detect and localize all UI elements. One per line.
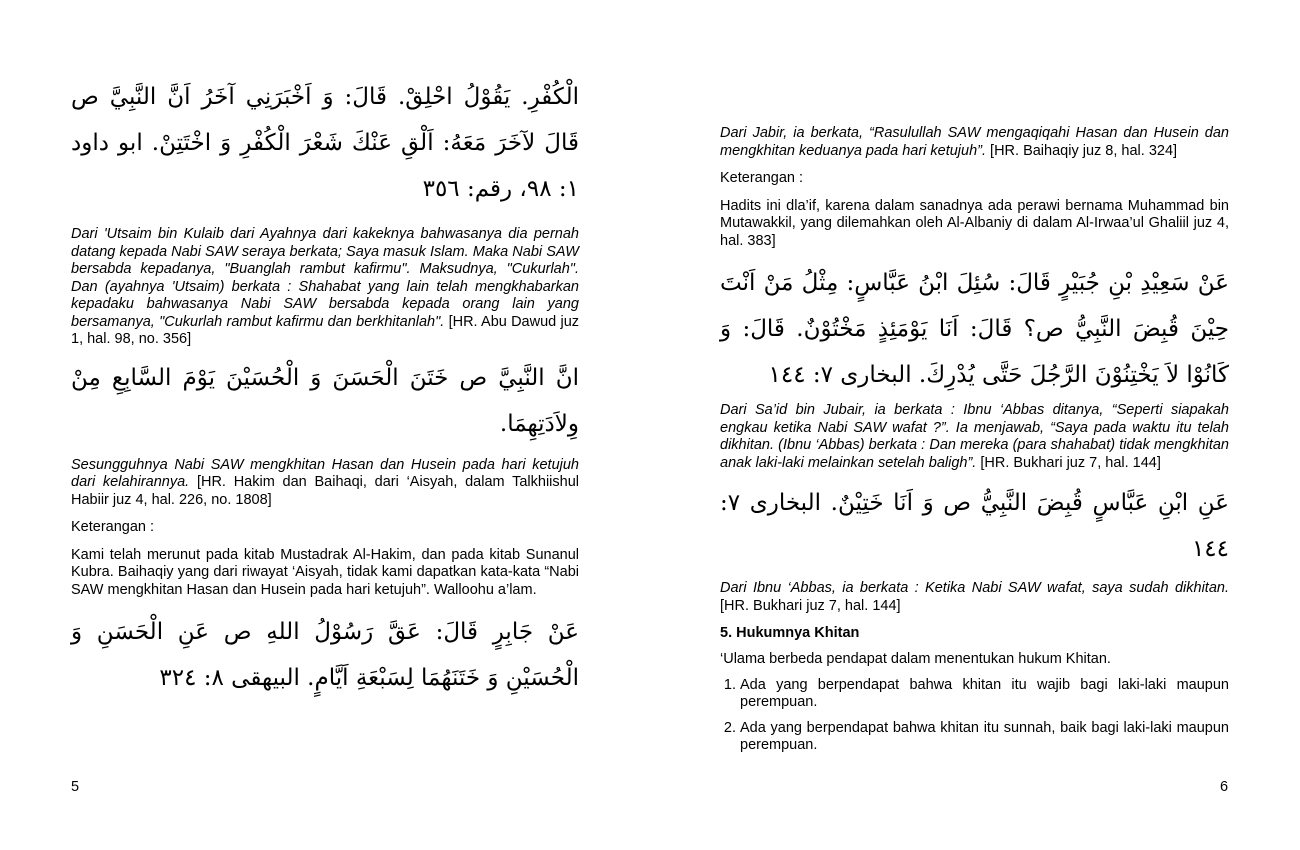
translation-1-text: Dari 'Utsaim bin Kulaib dari Ayahnya dari kakeknya bahwasanya dia pernah datang kepada Nabi SAW seraya berkata; Saya masuk Islam. Maka Nabi SAW bersabda kepadanya, "Buanglah rambut kafirmu". Maksudnya, "Cukurlah". Dan (ayahnya 'Utsaim) berkata : Shahabat yang lain telah mengkhabarkan kepadaku bahwasanya Nabi SAW bersabda kepada orang lain yang bersamanya, "Cukurlah rambut kafirmu dan berkhitanlah". <box>71 226 579 330</box>
source-ref-2: [HR. Bukhari juz 7, hal. 144] <box>980 454 1161 471</box>
translation-3 <box>720 580 1229 615</box>
note-label: Keterangan : <box>720 170 804 186</box>
translation-2-text: Dari Sa’id bin Jubair, ia berkata : Ibnu ‘Abbas ditanya, “Seperti siapakah engkau ketika Nabi SAW wafat ?”. Ia menjawab, “Saya pada waktu itu telah dikhitan. (Ibnu ‘Abbas) berkata : Dan mereka (para shahabat) tidak mengkhitan anak laki-laki melainkan setelah baligh”. <box>720 402 1229 471</box>
arabic-hadith-2: انَّ النَّبِيَّ ص خَتَنَ الْحَسَنَ وَ الْحُسَيْنَ يَوْمَ السَّابِعِ مِنْ وِلاَدَتِهِمَا. <box>71 364 579 437</box>
list-item: 1. Ada yang berpendapat bahwa khitan itu wajib bagi laki-laki maupun perempuan. <box>740 677 1229 712</box>
translation-1-text: Dari Jabir, ia berkata, “Rasulullah SAW mengaqiqahi Hasan dan Husein dan mengkhitan keduanya pada hari ketujuh”. <box>720 125 1229 159</box>
right-column <box>720 125 1229 763</box>
arabic-hadith-1: عَنْ سَعِيْدِ بْنِ جُبَيْرٍ قَالَ: سُئِلَ ابْنُ عَبَّاسٍ: مِثْلُ مَنْ اَنْتَ حِيْنَ قُبِضَ النَّبِيُّ ص؟ قَالَ: اَنَا يَوْمَئِذٍ مَخْتُوْنٌ. قَالَ: وَ كَانُوْا لاَ يَخْتِنُوْنَ الرَّجُلَ حَتَّى يُدْرِكَ. البخارى ٧: ١٤٤ <box>720 270 1229 388</box>
page-number-left: 5 <box>71 779 80 795</box>
translation-3-text: Dari Ibnu ‘Abbas, ia berkata : Ketika Nabi SAW wafat, saya sudah dikhitan. <box>720 580 1229 596</box>
source-ref-3: [HR. Bukhari juz 7, hal. 144] <box>720 597 901 614</box>
translation-2-text: Sesungguhnya Nabi SAW mengkhitan Hasan dan Husein pada hari ketujuh dari kelahirannya. <box>71 456 579 490</box>
source-ref-1: [HR. Abu Dawud juz 1, hal. 98, no. 356] <box>71 313 580 347</box>
source-ref-2: [HR. Hakim dan Baihaqi, dari ‘Aisyah, dalam Talkhiishul Habiir juz 4, hal. 226, no. 1808] <box>71 474 579 508</box>
translation-2 <box>71 457 579 510</box>
note-text: Hadits ini dla’if, karena dalam sanadnya ada perawi bernama Muhammad bin Mutawakkil, yang dilemahkan oleh Al-Albaniy di dalam Al-Irwaa’ul Ghaliil juz 4, hal. 383] <box>720 197 1229 249</box>
left-column <box>71 74 579 701</box>
list-item: 2. Ada yang berpendapat bahwa khitan itu sunnah, baik bagi laki-laki maupun perempuan. <box>740 720 1229 755</box>
note-label: Keterangan : <box>71 519 155 535</box>
source-ref-1: [HR. Baihaqiy juz 8, hal. 324] <box>990 142 1178 159</box>
translation-2 <box>720 402 1229 472</box>
note-text: Kami telah merunut pada kitab Mustadrak Al-Hakim, dan pada kitab Sunanul Kubra. Baihaqiy yang dari riwayat ‘Aisyah, tidak kami dapatkan kata-kata “Nabi SAW mengkhitan Hasan dan Husein pada hari ketujuh”. Walloohu a’lam. <box>71 546 579 598</box>
arabic-hadith-2: عَنِ ابْنِ عَبَّاسٍ قُبِضَ النَّبِيُّ ص وَ اَنَا خَتِيْنٌ. البخارى ٧: ١٤٤ <box>720 490 1229 562</box>
translation-1 <box>720 125 1229 160</box>
page-number-right: 6 <box>1220 779 1229 795</box>
translation-1 <box>71 226 579 349</box>
arabic-hadith-1: الْكُفْرِ. يَقُوْلُ احْلِقْ. قَالَ: وَ اَخْبَرَنِي آخَرُ اَنَّ النَّبِيَّ ص قَالَ لآخَرَ مَعَهُ: اَلْقِ عَنْكَ شَعْرَ الْكُفْرِ وَ اخْتَتِنْ. ابو داود ١: ٩٨، رقم: ٣٥٦ <box>71 84 579 202</box>
arabic-hadith-3: عَنْ جَابِرٍ قَالَ: عَقَّ رَسُوْلُ اللهِ ص عَنِ الْحَسَنِ وَ الْحُسَيْنِ وَ خَتَنَهُمَا لِسَبْعَةِ اَيَّامٍ. البيهقى ٨: ٣٢٤ <box>71 619 579 691</box>
opinion-list <box>720 677 1229 755</box>
right-page <box>650 0 1300 850</box>
intro-text: ‘Ulama berbeda pendapat dalam menentukan hukum Khitan. <box>720 651 1111 667</box>
section-heading: 5. Hukumnya Khitan <box>720 625 860 641</box>
